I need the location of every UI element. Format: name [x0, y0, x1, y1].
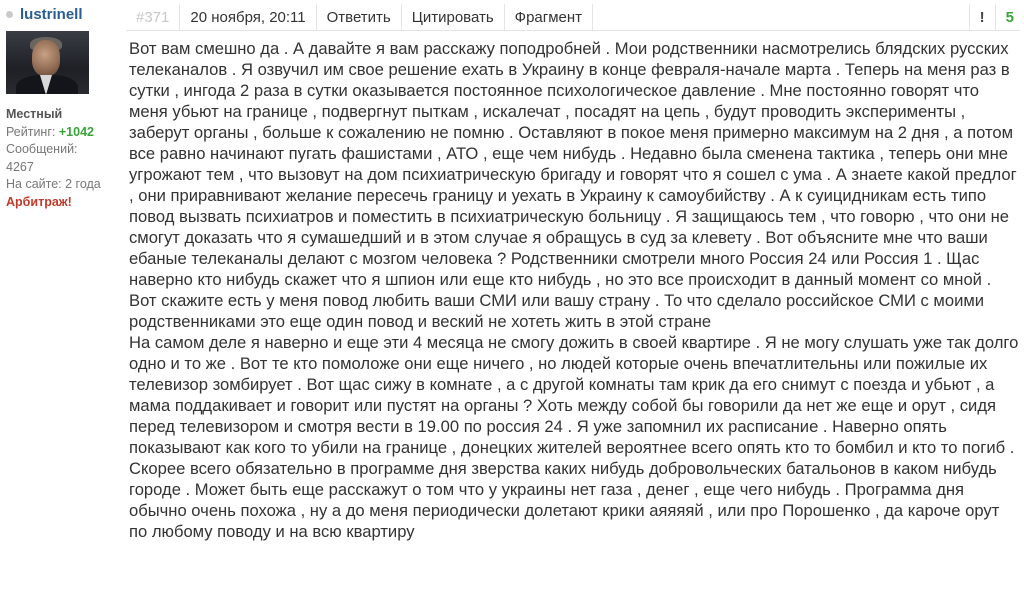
post-number[interactable]: #371	[126, 4, 180, 30]
user-info	[6, 106, 116, 211]
header-spacer	[593, 4, 970, 30]
messages-value: 4267	[6, 159, 34, 174]
arbitration-badge[interactable]: Арбитраж!	[6, 194, 72, 209]
online-status-icon	[6, 11, 13, 18]
rating-value: +1042	[58, 124, 94, 139]
user-header	[6, 6, 83, 23]
fragment-button[interactable]: Фрагмент	[505, 4, 593, 30]
vote-count[interactable]: 5	[1005, 8, 1014, 26]
reply-button[interactable]: Ответить	[317, 4, 402, 30]
post-paragraph: На самом деле я наверно и еще эти 4 месяца не смогу дожить в своей квартире . Я не могу слушать уже так долго одно и то же . Вот те кто помоложе они еще ничего , но людей которые очень впечатлительны или пожилые их телевизор зомбирует . Вот щас сижу в комнате , а с другой комнаты там крик да его снимут с поезда и убьют , а мама поддакивает и говорит или пустят на органы ? Хоть между собой бы говорили да нет же еще и орут , сидя перед телевизором и смотря вести в 19.00 по россия 24 . Я уже запомнил их расписание . Наверно опять показывают как кого то убили на границе , донецких жителей вероятнее всего опять кто то бомбил и кто то погиб . Скорее всего обязательно в программе дня зверства каких нибудь добровольческих батальонов в каком нибудь городе . Может быть еще расскажут о том что у украины нет газа , денег , еще чего нибудь . Программа дня обычно очень похожа , ну а до меня периодически долетают крики аяяяяй , или про Порошенко , да кароче орут по любому поводу и на всю квартиру	[129, 333, 1019, 541]
username-link[interactable]: lustrinell	[20, 6, 83, 23]
onsite-duration: На сайте: 2 года	[6, 177, 101, 191]
messages-label: Сообщений:	[6, 142, 78, 156]
post-header	[126, 4, 1020, 31]
report-button[interactable]: !	[970, 4, 996, 30]
user-rating	[6, 124, 116, 142]
quote-button[interactable]: Цитировать	[402, 4, 505, 30]
rating-label: Рейтинг:	[6, 124, 56, 139]
post-body	[129, 38, 1019, 542]
avatar[interactable]	[6, 31, 89, 94]
user-role: Местный	[6, 107, 63, 121]
post-paragraph: Вот вам смешно да . А давайте я вам расскажу поподробней . Мои родственники насмотрелись блядских русских телеканалов . Я озвучил им свое решение ехать в Украину в конце февраля-начале марта . Теперь на меня раз в сутки , ингода 2 раза в сутки оказывается постоянное психологическое давление . Мне постоянно говорят что меня убьют на границе , подвергнут пыткам , искалечат , посадят на цепь , будут проводить эксперименты , заберут органы , больше к сожалению не помню . Оставляют в покое меня примерно максимум на 2 дня , а потом все равно начинают пугать фашистами , АТО , еще чем нибудь . Недавно была сменена тактика , теперь они мне угрожают тем , что вызовут на дом психиатрическую бригаду и говорят что я сошел с ума . А знаете какой предлог , они приравнивают желание пересечь границу и уехать в Украину к самоубийству . А к суицидникам есть типо повод вызвать психиатров и поместить в психиатрическую больницу . Я защищаюсь тем , что говорю , что они не смогут доказать что я сумашедший и в этом случае я обращусь в суд за клевету . Вот объясните мне что ваши ебаные телеканалы делают с мозгом человека ? Родственники смотрели много Россия 24 или Россия 1 . Щас наверно кто нибудь скажет что я шпион или еще кто нибудь , но это все происходит в данный момент со мной . Вот скажите есть у меня повод любить ваши СМИ или вашу страну . То что сделало российское СМИ с моими родственниками это еще один повод и веский не хотеть жить в этой стране	[129, 39, 1017, 331]
post-date: 20 ноября, 20:11	[180, 4, 316, 30]
